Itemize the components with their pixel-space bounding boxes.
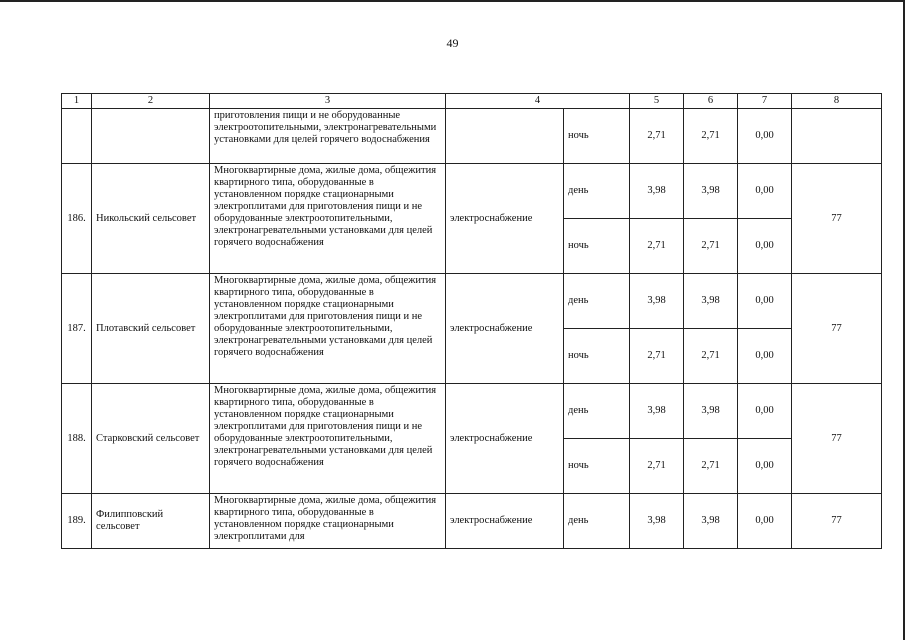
cell-day-c5: 3,98 (630, 274, 684, 329)
header-col-7: 7 (738, 94, 792, 109)
cell-service: электроснабжение (446, 164, 564, 274)
cell-name (92, 109, 210, 164)
cell-day-c5: 3,98 (630, 384, 684, 439)
tariff-table (61, 93, 882, 549)
cell-total: 77 (792, 274, 882, 384)
cell-night-c5: 2,71 (630, 439, 684, 494)
cell-name: Никольский сельсовет (92, 164, 210, 274)
cell-num (62, 109, 92, 164)
cell-num: 187. (62, 274, 92, 384)
header-col-8: 8 (792, 94, 882, 109)
cell-service (446, 109, 564, 164)
cell-night-c7: 0,00 (738, 439, 792, 494)
cell-total: 77 (792, 494, 882, 549)
header-col-4: 4 (446, 94, 630, 109)
cell-description: приготовления пищи и не оборудованные электроотопительными, электронагревательными установками для целей горячего водоснабжения (210, 109, 446, 164)
cell-num: 188. (62, 384, 92, 494)
header-col-2: 2 (92, 94, 210, 109)
cell-description: Многоквартирные дома, жилые дома, общежития квартирного типа, оборудованные в установленном порядке стационарными электроплитами для приготовления пищи и не оборудованные электроотопительными, электронагревательными установками для целей горячего водоснабжения (210, 164, 446, 274)
cell-night-c6: 2,71 (684, 109, 738, 164)
cell-day-label: день (564, 384, 630, 439)
cell-night-c7: 0,00 (738, 109, 792, 164)
cell-service: электроснабжение (446, 494, 564, 549)
cell-num: 189. (62, 494, 92, 549)
cell-name: Старковский сельсовет (92, 384, 210, 494)
page-number: 49 (446, 36, 459, 50)
table-row (62, 384, 882, 439)
table-row (62, 164, 882, 219)
cell-description: Многоквартирные дома, жилые дома, общежития квартирного типа, оборудованные в установленном порядке стационарными электроплитами для (210, 494, 446, 549)
table-row (62, 494, 882, 549)
cell-day-c5: 3,98 (630, 494, 684, 549)
cell-name: Филипповский сельсовет (92, 494, 210, 549)
cell-night-label: ночь (564, 109, 630, 164)
cell-description: Многоквартирные дома, жилые дома, общежития квартирного типа, оборудованные в установленном порядке стационарными электроплитами для приготовления пищи и не оборудованные электроотопительными, электронагревательными установками для целей горячего водоснабжения (210, 274, 446, 384)
cell-name: Плотавский сельсовет (92, 274, 210, 384)
cell-service: электроснабжение (446, 274, 564, 384)
cell-day-label: день (564, 494, 630, 549)
table-row (62, 274, 882, 329)
cell-night-c5: 2,71 (630, 219, 684, 274)
header-row (62, 94, 882, 109)
cell-service: электроснабжение (446, 384, 564, 494)
cell-night-label: ночь (564, 439, 630, 494)
cell-total: 77 (792, 384, 882, 494)
table-header (62, 94, 882, 109)
cell-total: 77 (792, 164, 882, 274)
header-col-1: 1 (62, 94, 92, 109)
cell-night-c5: 2,71 (630, 329, 684, 384)
page-edge-top (0, 0, 905, 2)
header-col-3: 3 (210, 94, 446, 109)
cell-day-c6: 3,98 (684, 494, 738, 549)
cell-night-c6: 2,71 (684, 329, 738, 384)
cell-day-c7: 0,00 (738, 384, 792, 439)
cell-day-label: день (564, 164, 630, 219)
cell-night-c7: 0,00 (738, 219, 792, 274)
header-col-6: 6 (684, 94, 738, 109)
cell-day-c7: 0,00 (738, 494, 792, 549)
cell-night-label: ночь (564, 329, 630, 384)
cell-night-c6: 2,71 (684, 439, 738, 494)
header-col-5: 5 (630, 94, 684, 109)
cell-night-label: ночь (564, 219, 630, 274)
cell-day-c7: 0,00 (738, 274, 792, 329)
table-row-continuation (62, 109, 882, 164)
cell-night-c7: 0,00 (738, 329, 792, 384)
cell-day-c6: 3,98 (684, 164, 738, 219)
cell-total (792, 109, 882, 164)
cell-night-c5: 2,71 (630, 109, 684, 164)
cell-day-label: день (564, 274, 630, 329)
cell-day-c6: 3,98 (684, 274, 738, 329)
cell-day-c7: 0,00 (738, 164, 792, 219)
cell-description: Многоквартирные дома, жилые дома, общежития квартирного типа, оборудованные в установленном порядке стационарными электроплитами для приготовления пищи и не оборудованные электроотопительными, электронагревательными установками для целей горячего водоснабжения (210, 384, 446, 494)
cell-day-c6: 3,98 (684, 384, 738, 439)
cell-night-c6: 2,71 (684, 219, 738, 274)
cell-day-c5: 3,98 (630, 164, 684, 219)
cell-num: 186. (62, 164, 92, 274)
